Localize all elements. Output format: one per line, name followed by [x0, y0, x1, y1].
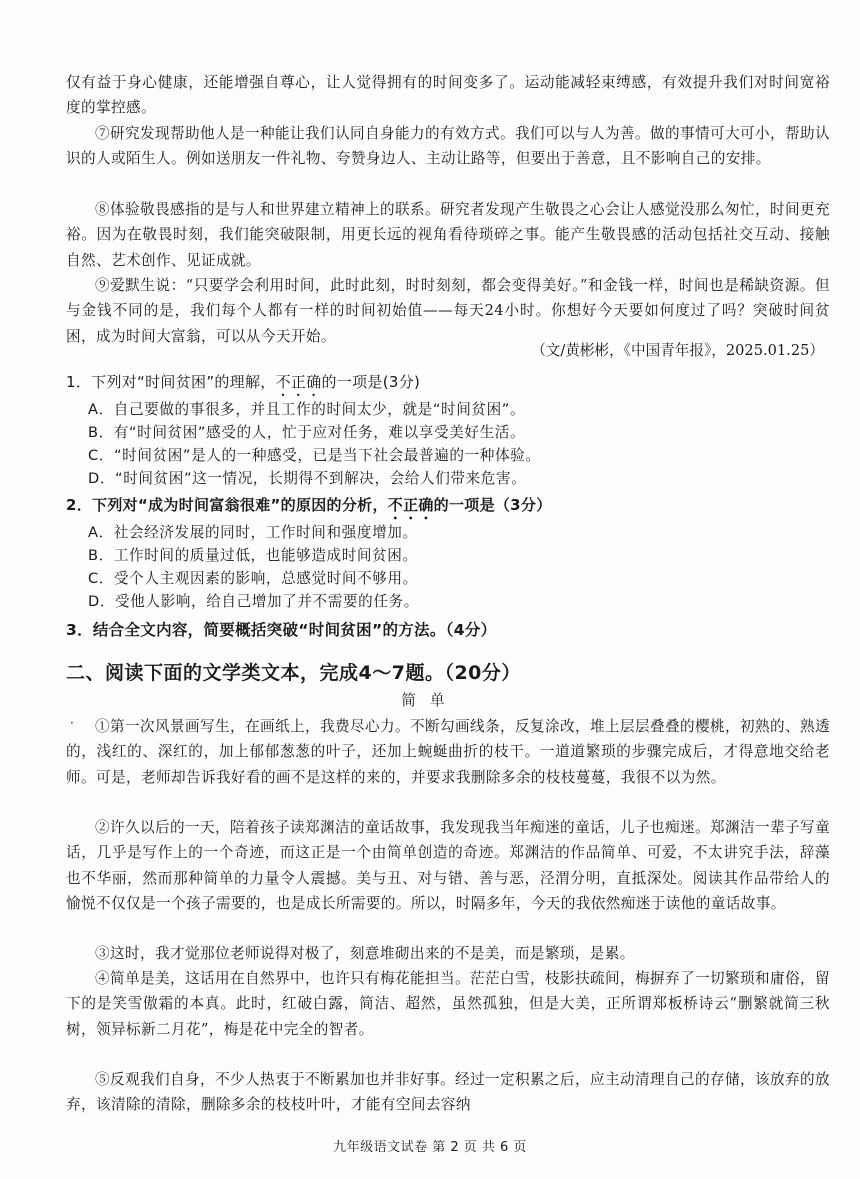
paragraph-9: ⑨爱默生说：“只要学会利用时间，此时此刻，时时刻刻，都会变得美好。”和金钱一样，时间也是稀缺资源。但与金钱不同的是，我们每个人都有一样的时间初始值——每天24小时。你想好今天要如何度过了吗？突破时间贫困，成为时间大富翁，可以从今天开始。: [66, 277, 830, 345]
section-2-heading: 二、阅读下面的文学类文本，完成4～7题。（20分）: [66, 662, 521, 684]
question-2-stem: [66, 494, 836, 523]
question-2-stem-a: 2．下列对“成为时间富翁很难”的原因的分析，: [66, 496, 388, 514]
question-1-emphasis: 不正确: [275, 373, 322, 391]
article-paragraph-3: ③这时，我才觉那位老师说得对极了，刻意堆砌出来的不是美，而是繁琐，是累。: [95, 945, 635, 962]
citation: （文/黄彬彬，《中国青年报》，2025.01.25）: [531, 342, 824, 359]
question-1-option-c: C．“时间贫困”是人的一种感受，已是当下社会最普遍的一种体验。: [88, 447, 541, 464]
article-paragraph-1: ①第一次风景画写生，在画纸上，我费尽心力。不断勾画线条，反复涂改，堆上层层叠叠的樱桃，初熟的、熟透的，浅红的、深红的，加上郁郁葱葱的叶子，还加上蜿蜒曲折的枝干。一道道繁琐的步骤完成后，才得意地交给老师。可是，老师却告诉我好看的画不是这样的来的，并要求我删除多余的枝枝蔓蔓，我很不以为然。: [66, 718, 830, 786]
question-2-emphasis: 不正确: [387, 496, 434, 514]
article-paragraph-2: ②许久以后的一天，陪着孩子读郑渊洁的童话故事，我发现我当年痴迷的童话，儿子也痴迷。郑渊洁一辈子写童话，几乎是写作上的一个奇迹，而这正是一个由简单创造的奇迹。郑渊洁的作品简单、可爱，不太讲究手法，辞藻也不华丽，然而那种简单的力量令人震撼。美与丑、对与错、善与恶，泾渭分明，直抵深处。阅读其作品带给人的愉悦不仅仅是一个孩子需要的，也是成长所需要的。所以，时隔多年，今天的我依然痴迷于读他的童话故事。: [66, 819, 830, 912]
question-1-option-d: D．“时间贫困”这一情况，长期得不到解决，会给人们带来危害。: [88, 470, 527, 487]
question-1-stem-a: 1．下列对“时间贫困”的理解，: [66, 373, 276, 391]
article-title: 简单: [401, 692, 459, 709]
question-2-stem-b: 的一项是（3分）: [433, 496, 552, 514]
question-2-option-c: C．受个人主观因素的影响，总感觉时间不够用。: [88, 570, 418, 587]
page-footer: 九年级语文试卷 第 2 页 共 6 页: [333, 1140, 527, 1155]
paragraph-8: ⑧体验敬畏感指的是与人和世界建立精神上的联系。研究者发现产生敬畏之心会让人感觉没那么匆忙，时间更充裕。因为在敬畏时刻，我们能突破限制，用更长远的视角看待琐碎之事。能产生敬畏感的活动包括社交互动、接触自然、艺术创作、见证成就。: [66, 201, 830, 269]
paragraph-continued: 仅有益于身心健康，还能增强自尊心，让人觉得拥有的时间变多了。运动能减轻束缚感，有效提升我们对时间宽裕度的掌控感。: [66, 74, 830, 117]
paragraph-7: ⑦研究发现帮助他人是一种能让我们认同自身能力的有效方式。我们可以与人为善。做的事情可大可小，帮助认识的人或陌生人。例如送朋友一件礼物、夸赞身边人、主动让路等，但要出于善意，且不影响自己的安排。: [66, 125, 830, 168]
question-2-option-d: D．受他人影响，给自己增加了并不需要的任务。: [88, 593, 419, 610]
question-2-option-b: B．工作时间的质量过低，也能够造成时间贫困。: [88, 547, 418, 564]
article-paragraph-5: ⑤反观我们自身，不少人热衷于不断累加也并非好事。经过一定积累之后，应主动清理自己的存储，该放弃的放弃，该清除的清除，删除多余的枝枝叶叶，才能有空间去容纳: [66, 1071, 830, 1114]
article-paragraph-4: ④简单是美，这话用在自然界中，也许只有梅花能担当。茫茫白雪，枝影扶疏间，梅摒弃了一切繁琐和庸俗，留下的是笑雪傲霜的本真。此时，红破白露，简洁、超然，虽然孤独，但是大美，正所谓郑板桥诗云“删繁就简三秋树，领异标新二月花”，梅是花中完全的智者。: [66, 970, 830, 1038]
question-3: 3．结合全文内容，简要概括突破“时间贫困”的方法。（4分）: [66, 621, 497, 639]
question-1-option-a: A．自己要做的事很多，并且工作的时间太少，就是“时间贫困”。: [88, 401, 526, 418]
margin-mark: ·: [70, 716, 74, 730]
question-1-stem: [66, 371, 836, 400]
question-1-option-b: B．有“时间贫困”感受的人，忙于应对任务，难以享受美好生活。: [88, 424, 526, 441]
question-1-stem-b: 的一项是(3分): [321, 373, 421, 391]
question-2-option-a: A．社会经济发展的同时，工作时间和强度增加。: [88, 524, 418, 541]
